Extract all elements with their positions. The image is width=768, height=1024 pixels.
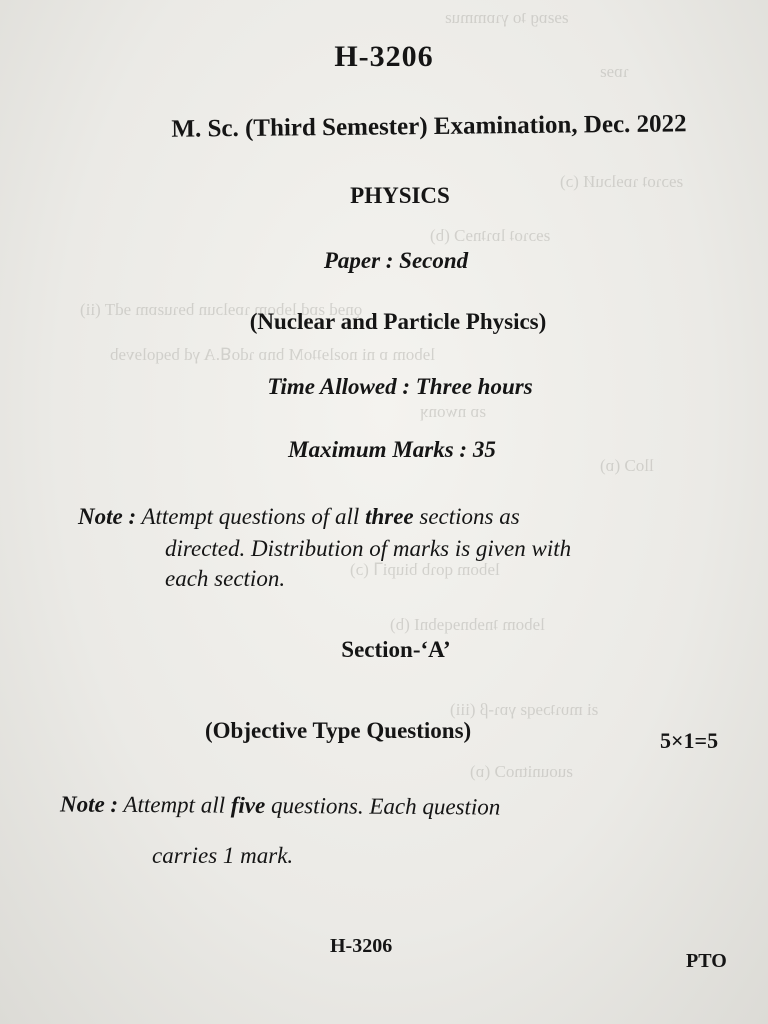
note-label: Note :	[78, 504, 137, 529]
bleed-through-text: lɘbom ɒ ni noƨlɘʇʇoM bnɒ ɿdoꓭ.A γd bɘqolɘvɘb	[110, 345, 435, 364]
note-emphasis: five	[230, 792, 266, 818]
general-note-line-2: directed. Distribution of marks is given with	[165, 536, 572, 561]
general-note-line-1	[78, 502, 520, 532]
footer-paper-code: H-3206	[330, 935, 393, 957]
maximum-marks: Maximum Marks : 35	[288, 437, 496, 462]
section-note-line-1	[60, 791, 501, 820]
bleed-through-text: lloƆ (ɒ)	[600, 456, 654, 475]
paper-code: H-3206	[334, 40, 434, 73]
bleed-through-text: ɿɒɘƨ	[600, 62, 629, 81]
exam-title: M. Sc. (Third Semester) Examination, Dec. 2022	[171, 110, 687, 143]
note-text: Attempt all	[118, 791, 231, 818]
bleed-through-text: ƨɘɔɿoʇ ɿɒɘlɔuИ (ɔ)	[560, 172, 684, 191]
note-text: Attempt questions of all	[136, 504, 366, 529]
bleed-through-text: ƨɘƨɒɡ ʇo γɿɒmmuƨ	[445, 8, 569, 27]
bleed-through-text: ƨɘɔɿoʇ lɒɿʇnɘƆ (b)	[430, 226, 551, 245]
bleed-through-text: ƨɒ nwonʞ	[420, 402, 487, 421]
bleed-through-text: ǫnɘd ƨɒd lɘbom ɿɒɘlɔun bɘɿuƨɒm ɘdT (ii)	[80, 300, 363, 319]
please-turn-over: PTO	[686, 950, 727, 972]
bleed-through-text: ƨi mυɿʇɔɘqƨ γɒɿ-β (iii)	[450, 700, 599, 719]
section-note-line-2: carries 1 mark.	[152, 843, 294, 868]
subject-title: PHYSICS	[350, 183, 450, 208]
bleed-through-text: ƨuounitnoƆ (ɒ)	[470, 762, 573, 781]
note-text: sections as	[413, 504, 520, 529]
note-text: questions. Each question	[265, 792, 501, 820]
paper-topic: (Nuclear and Particle Physics)	[249, 309, 547, 334]
general-note-line-3: each section.	[165, 566, 286, 591]
time-allowed: Time Allowed : Three hours	[267, 374, 533, 399]
section-subtitle: (Objective Type Questions)	[205, 718, 472, 743]
section-marks: 5×1=5	[660, 728, 719, 753]
paper-number: Paper : Second	[323, 248, 469, 273]
note-label: Note :	[59, 791, 119, 817]
bleed-through-text: lɘbom qoɿb biupiꓶ (ɔ)	[350, 560, 500, 579]
bleed-through-text: lɘbom ʇnɘbnɘqɘbnI (b)	[390, 615, 545, 634]
note-emphasis: three	[365, 504, 414, 529]
section-title: Section-‘A’	[341, 637, 451, 662]
